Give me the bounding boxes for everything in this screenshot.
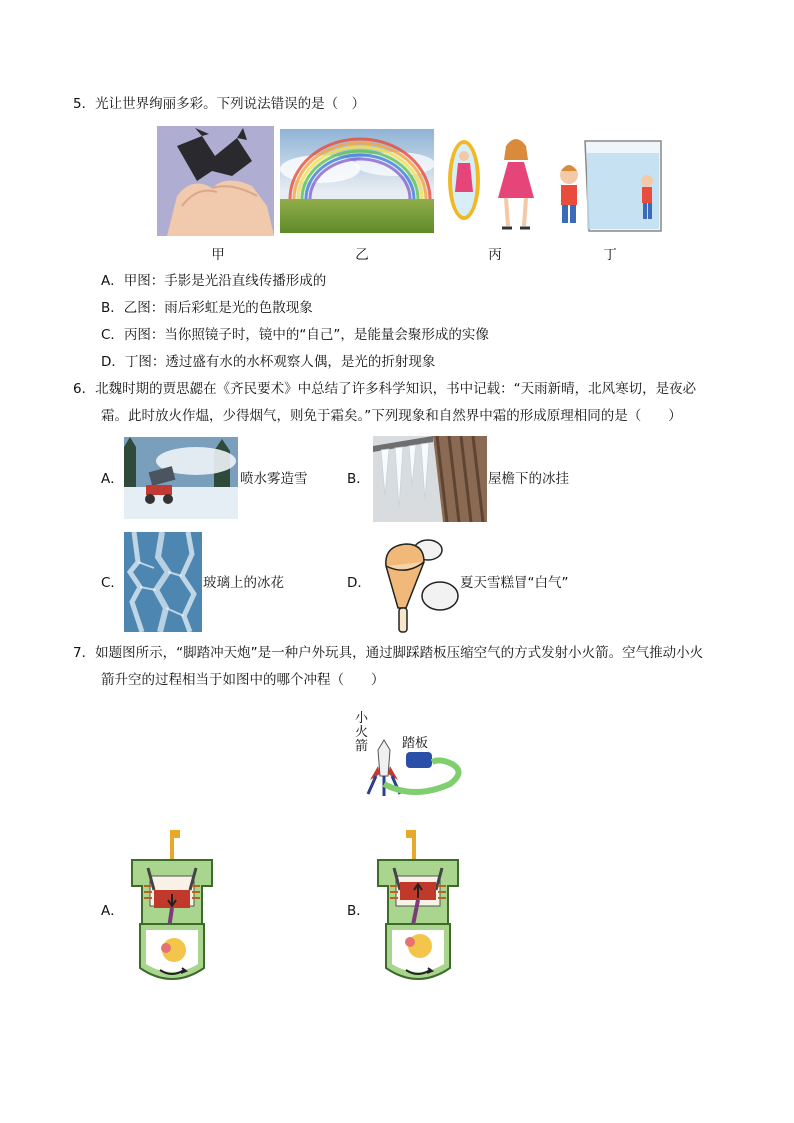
q5-caption-ding: 丁 — [603, 247, 617, 263]
q6-option-c-text: 玻璃上的冰花 — [203, 575, 284, 591]
option-text: 乙图：雨后彩虹是光的色散现象 — [123, 300, 313, 316]
q6-image-a-snow-machine — [124, 437, 238, 519]
option-letter: C． — [101, 327, 124, 343]
q5-image-bing-mirror — [444, 130, 544, 234]
q7-label-pedal: 踏板 — [402, 736, 429, 751]
q5-image-ding-cup — [553, 135, 665, 235]
q7-stem-line2: 箭升空的过程相当于如图中的哪个冲程（ ） — [101, 672, 385, 688]
option-text: 甲图：手影是光沿直线传播形成的 — [123, 273, 327, 289]
q6-image-d-popsicle — [376, 536, 460, 636]
q6-image-b-icicles — [373, 436, 487, 522]
q6-stem-line1: 6．北魏时期的贾思勰在《齐民要术》中总结了许多科学知识，书中记载：“天雨新晴，北风寒切，是夜必 — [73, 381, 697, 397]
option-letter: A． — [101, 273, 124, 289]
option-letter: B． — [101, 300, 124, 316]
q7-option-a-letter: A． — [101, 903, 124, 919]
q5-caption-jia: 甲 — [211, 247, 225, 263]
q5-image-yi-rainbow — [280, 129, 434, 233]
q5-image-jia-hand-shadow — [157, 126, 274, 236]
option-letter: D． — [101, 354, 125, 370]
option-text: 丁图：透过盛有水的水杯观察人偶，是光的折射现象 — [124, 354, 436, 370]
q6-option-a-text: 喷水雾造雪 — [240, 471, 308, 487]
q6-image-c-ice-flowers — [124, 532, 202, 632]
q5-option-b — [101, 298, 313, 318]
q6-option-b-text: 屋檐下的冰挂 — [488, 471, 569, 487]
q5-caption-bing: 丙 — [488, 247, 502, 263]
q7-engine-b[interactable] — [370, 830, 466, 990]
q6-option-d-letter: D． — [347, 575, 371, 591]
q5-option-d — [101, 352, 435, 372]
q5-caption-yi: 乙 — [355, 247, 369, 263]
q7-figure-rocket-toy — [354, 710, 466, 798]
q7-stem-line1: 7．如题图所示，“脚踏冲天炮”是一种户外玩具，通过脚踩踏板压缩空气的方式发射小火箭。空气推动小火 — [73, 645, 704, 661]
q5-option-a — [101, 271, 326, 291]
q6-option-d-text: 夏天雪糕冒“白气” — [460, 575, 569, 591]
q5-stem: 5．光让世界绚丽多彩。下列说法错误的是（ ） — [73, 96, 366, 112]
q7-option-b-letter: B． — [347, 903, 370, 919]
q6-option-b-letter: B． — [347, 471, 370, 487]
q6-stem-line2: 霜。此时放火作煴，少得烟气，则免于霜矣。”下列现象和自然界中霜的形成原理相同的是（ ） — [101, 408, 682, 424]
option-text: 丙图：当你照镜子时，镜中的“自己”，是能量会聚形成的实像 — [123, 327, 489, 343]
q7-engine-a[interactable] — [124, 830, 220, 990]
q6-option-c-letter: C． — [101, 575, 124, 591]
q7-label-rocket: 小火箭 — [355, 711, 369, 754]
q6-option-a-letter: A． — [101, 471, 124, 487]
q5-option-c — [101, 325, 489, 345]
